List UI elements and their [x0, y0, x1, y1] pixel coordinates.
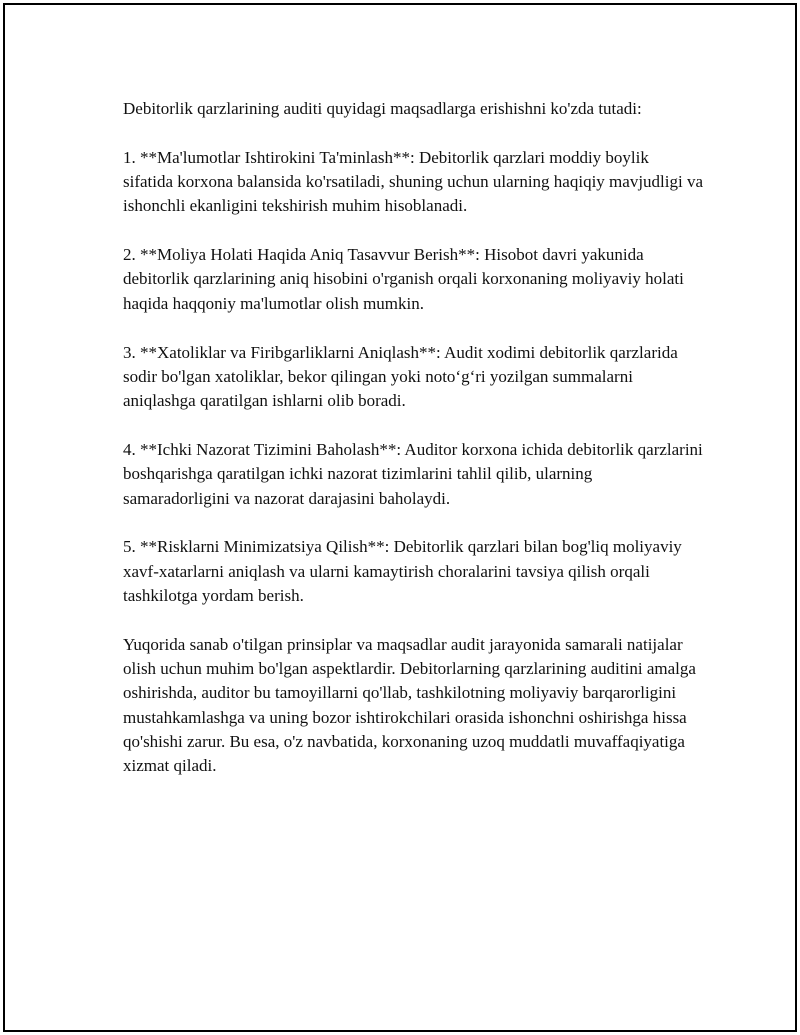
document-body	[123, 97, 703, 779]
list-item-2: 2. **Moliya Holati Haqida Aniq Tasavvur Berish**: Hisobot davri yakunida debitorlik qarzlarining aniq hisobini o'rganish orqali korxonaning moliyaviy holati haqida haqqoniy ma'lumotlar olish mumkin.	[123, 245, 684, 313]
list-item-3: 3. **Xatoliklar va Firibgarliklarni Aniqlash**: Audit xodimi debitorlik qarzlarida sodir bo'lgan xatoliklar, bekor qilingan yoki noto‘g‘ri yozilgan summalarni aniqlashga qaratilgan ishlarni olib boradi.	[123, 342, 678, 411]
list-item-4: 4. **Ichki Nazorat Tizimini Baholash**: Auditor korxona ichida debitorlik qarzlarini boshqarishga qaratilgan ichki nazorat tizimlarini tahlil qilib, ularning samaradorligini va nazorat darajasini baholaydi.	[123, 439, 703, 508]
conclusion-paragraph: Yuqorida sanab o'tilgan prinsiplar va maqsadlar audit jarayonida samarali natijalar olish uchun muhim bo'lgan aspektlardir. Debitorlarning qarzlarining auditini amalga oshirishda, auditor bu tamoyillarni qo'llab, tashkilotning moliyaviy barqarorligini mustahkamlashga va uning bozor ishtirokchilari orasida ishonchni oshirishga hissa qo'shishi zarur. Bu esa, o'z navbatida, korxonaning uzoq muddatli muvaffaqiyatiga xizmat qiladi.	[123, 634, 696, 776]
list-item-5: 5. **Risklarni Minimizatsiya Qilish**: Debitorlik qarzlari bilan bog'liq moliyaviy xavf-xatarlarni aniqlash va ularni kamaytirish choralarini tavsiya qilish orqali tashkilotga yordam berish.	[123, 537, 682, 605]
list-item-1: 1. **Ma'lumotlar Ishtirokini Ta'minlash**: Debitorlik qarzlari moddiy boylik sifatida korxona balansida ko'rsatiladi, shuning uchun ularning haqiqiy mavjudligi va ishonchli ekanligini tekshirish muhim hisoblanadi.	[123, 147, 704, 216]
intro-paragraph: Debitorlik qarzlarining auditi quyidagi maqsadlarga erishishni ko'zda tutadi:	[123, 99, 642, 118]
page-frame	[3, 3, 797, 1032]
